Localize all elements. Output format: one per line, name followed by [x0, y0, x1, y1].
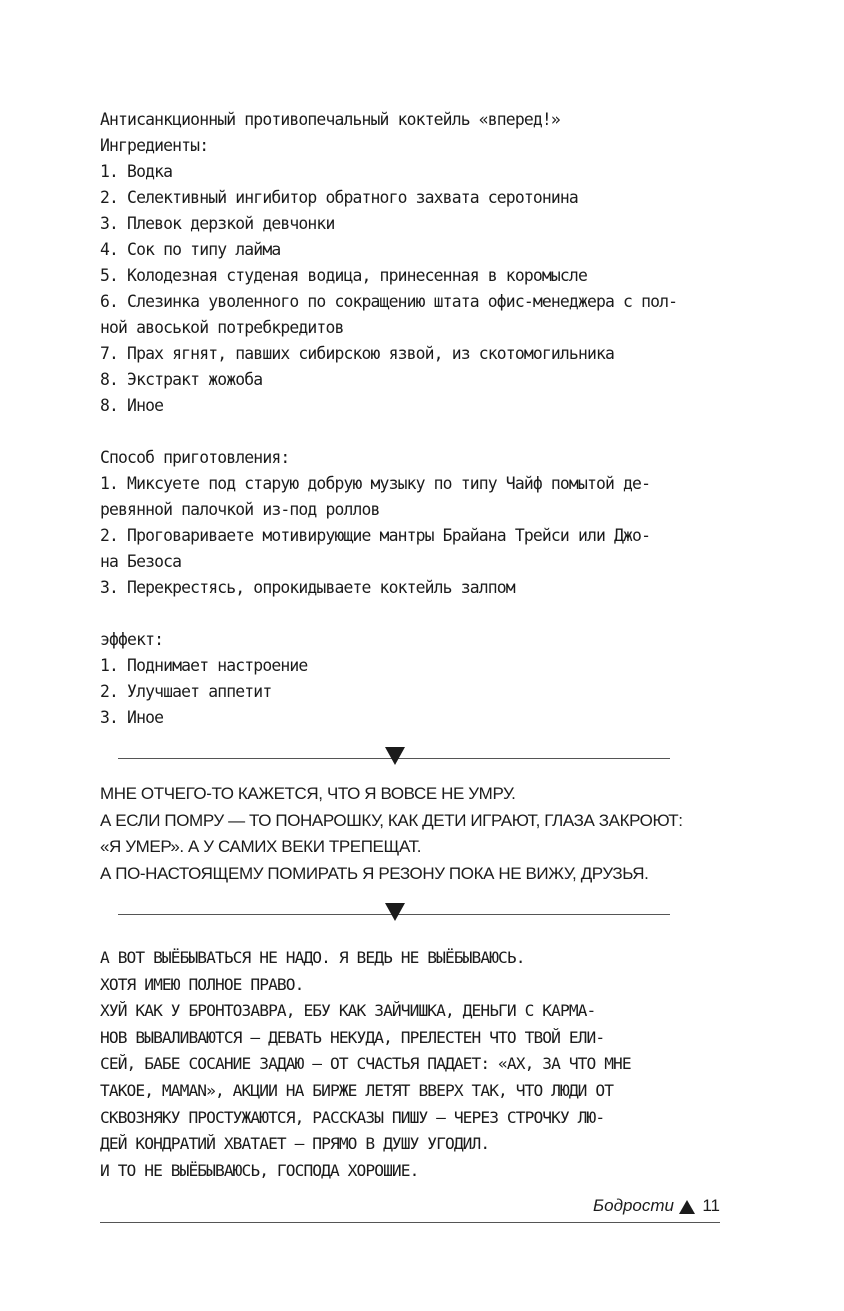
paragraph-line: А ЕСЛИ ПОМРУ — ТО ПОНАРОШКУ, КАК ДЕТИ ИГРАЮТ, ГЛАЗА ЗАКРОЮТ: [100, 810, 683, 830]
paragraph-line: МНЕ ОТЧЕГО-ТО КАЖЕТСЯ, ЧТО Я ВОВСЕ НЕ УМРУ. [100, 784, 516, 803]
list-item: 5. Колодезная студеная водица, принесенная в коромысле [100, 266, 587, 285]
list-item: 6. Слезинка уволенного по сокращению штата офис-менеджера с пол- [100, 292, 678, 311]
list-item: 2. Улучшает аппетит [100, 682, 272, 701]
paragraph-line: А ВОТ ВЫЁБЫВАТЬСЯ НЕ НАДО. Я ВЕДЬ НЕ ВЫЁБЫВАЮСЬ. [100, 948, 525, 967]
effect-heading: эффект: [100, 630, 164, 649]
list-item: 1. Водка [100, 162, 173, 181]
triangle-down-icon [385, 903, 405, 921]
section-divider [100, 733, 670, 781]
page-number: 11 [702, 1196, 720, 1215]
list-item-continuation: ной авоськой потребкредитов [100, 318, 344, 337]
page-body [100, 107, 683, 1184]
paragraph-line: И ТО НЕ ВЫЁБЫВАЮСЬ, ГОСПОДА ХОРОШИЕ. [100, 1160, 419, 1180]
method-heading: Способ приготовления: [100, 448, 290, 467]
method-list [100, 471, 670, 601]
list-item: 1. Миксуете под старую добрую музыку по типу Чайф помытой де- [100, 474, 651, 493]
ingredients-list [100, 159, 678, 419]
paragraph-line: ХОТЯ ИМЕЮ ПОЛНОЕ ПРАВО. [100, 974, 304, 994]
section-3 [100, 945, 670, 1184]
list-item: 3. Перекрестясь, опрокидываете коктейль залпом [100, 578, 515, 597]
paragraph-line: НОВ ВЫВАЛИВАЮТСЯ — ДЕВАТЬ НЕКУДА, ПРЕЛЕСТЕН ЧТО ТВОЙ ЕЛИ- [100, 1027, 605, 1047]
list-item: 2. Проговариваете мотивирующие мантры Брайана Трейси или Джо- [100, 526, 651, 545]
list-item: 4. Сок по типу лайма [100, 240, 281, 259]
paragraph-line: «Я УМЕР». А У САМИХ ВЕКИ ТРЕПЕЩАТ. [100, 837, 422, 856]
list-item: 8. Экстракт жожоба [100, 370, 263, 389]
paragraph-line: СКВОЗНЯКУ ПРОСТУЖАЮТСЯ, РАССКАЗЫ ПИШУ — ЧЕРЕЗ СТРОЧКУ ЛЮ- [100, 1107, 605, 1127]
list-item-continuation: ревянной палочкой из-под роллов [100, 500, 380, 519]
list-item: 8. Иное [100, 396, 164, 415]
paragraph-line: ТАКОЕ, MAMAN», АКЦИИ НА БИРЖЕ ЛЕТЯТ ВВЕРХ ТАК, ЧТО ЛЮДИ ОТ [100, 1080, 614, 1100]
cocktail-title: Антисанкционный противопечальный коктейль «вперед!» [100, 110, 560, 129]
section-2 [100, 781, 683, 887]
triangle-up-icon [679, 1200, 695, 1214]
list-item: 7. Прах ягнят, павших сибирскою язвой, из скотомогильника [100, 344, 615, 363]
paragraph-line: А ПО-НАСТОЯЩЕМУ ПОМИРАТЬ Я РЕЗОНУ ПОКА НЕ ВИЖУ, ДРУЗЬЯ. [100, 863, 649, 883]
page-footer [100, 1196, 720, 1230]
list-item: 3. Иное [100, 708, 164, 727]
triangle-down-icon [385, 747, 405, 765]
footer-rule [100, 1222, 720, 1223]
paragraph-line: ХУЙ КАК У БРОНТОЗАВРА, ЕБУ КАК ЗАЙЧИШКА, ДЕНЬГИ С КАРМА- [100, 1001, 596, 1021]
section-divider [100, 889, 670, 937]
ingredients-heading: Ингредиенты: [100, 136, 209, 155]
list-item-continuation: на Безоса [100, 552, 182, 571]
running-title: Бодрости [593, 1196, 674, 1215]
list-item: 3. Плевок дерзкой девчонки [100, 214, 335, 233]
list-item: 1. Поднимает настроение [100, 656, 308, 675]
effects-list [100, 653, 670, 731]
list-item: 2. Селективный ингибитор обратного захвата серотонина [100, 188, 578, 207]
paragraph-line: СЕЙ, БАБЕ СОСАНИЕ ЗАДАЮ — ОТ СЧАСТЬЯ ПАДАЕТ: «АХ, ЗА ЧТО МНЕ [100, 1054, 631, 1074]
paragraph-line: ДЕЙ КОНДРАТИЙ ХВАТАЕТ — ПРЯМО В ДУШУ УГОДИЛ. [100, 1134, 490, 1154]
